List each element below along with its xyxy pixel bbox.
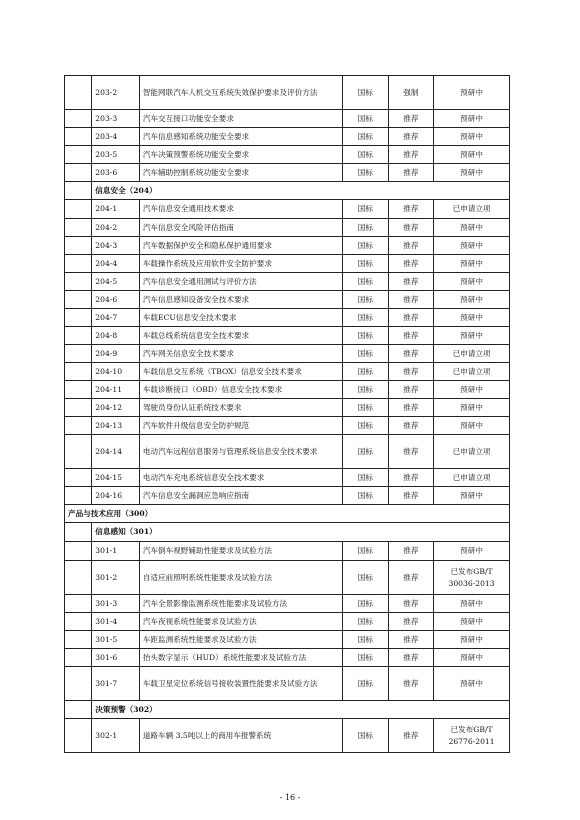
indent-cell [65,561,92,595]
table-row [65,255,510,273]
standard-status: 预研中 [434,219,510,237]
standard-status: 已申请立项 [434,345,510,363]
standard-status: 预研中 [434,542,510,561]
table-row [65,76,510,110]
standard-number: 204-10 [92,363,140,381]
indent-cell [65,76,92,110]
standard-type: 国标 [343,273,389,291]
standard-name: 电动汽车充电系统信息安全技术要求 [139,469,342,487]
standard-number: 203-3 [92,110,140,128]
standard-type: 国标 [343,381,389,399]
standard-type: 国标 [343,146,389,164]
category-row [65,505,510,523]
category-title: 产品与技术应用（300） [65,505,510,523]
table-row [65,110,510,128]
standard-number: 204-4 [92,255,140,273]
table-row [65,237,510,255]
standard-nature: 推荐 [388,469,434,487]
standard-status: 预研中 [434,146,510,164]
standard-number: 204-11 [92,381,140,399]
indent-cell [65,291,92,309]
standard-type: 国标 [343,613,389,631]
section-row [65,182,510,200]
table-row [65,345,510,363]
table-row [65,200,510,219]
standard-nature: 推荐 [388,273,434,291]
standard-nature: 推荐 [388,381,434,399]
standard-name: 车载诊断接口（OBD）信息安全技术要求 [139,381,342,399]
standard-number: 301-7 [92,667,140,701]
standard-status: 预研中 [434,631,510,649]
standard-nature: 推荐 [388,595,434,613]
standard-number: 204-8 [92,327,140,345]
standard-name: 汽车信息安全通用测试与评价方法 [139,273,342,291]
indent-cell [65,273,92,291]
indent-cell [65,182,92,200]
indent-cell [65,399,92,417]
standard-number: 203-2 [92,76,140,110]
standard-number: 204-6 [92,291,140,309]
section-row [65,523,510,542]
indent-cell [65,435,92,469]
section-row [65,701,510,719]
table-row [65,273,510,291]
standard-name: 汽车信息感知设备安全技术要求 [139,291,342,309]
standard-nature: 推荐 [388,487,434,505]
standard-status: 已申请立项 [434,435,510,469]
standard-type: 国标 [343,363,389,381]
standard-name: 自适应前照明系统性能要求及试验方法 [139,561,342,595]
indent-cell [65,327,92,345]
standard-nature: 推荐 [388,200,434,219]
standard-name: 车载卫星定位系统信号接收装置性能要求及试验方法 [139,667,342,701]
standard-nature: 推荐 [388,631,434,649]
indent-cell [65,487,92,505]
standard-type: 国标 [343,561,389,595]
standard-name: 车载ECU信息安全技术要求 [139,309,342,327]
table-row [65,469,510,487]
standard-type: 国标 [343,469,389,487]
standard-status: 预研中 [434,667,510,701]
standard-status: 预研中 [434,613,510,631]
standard-status: 预研中 [434,381,510,399]
standard-name: 汽车倒车视野辅助性能要求及试验方法 [139,542,342,561]
standard-type: 国标 [343,76,389,110]
table-row [65,667,510,701]
indent-cell [65,363,92,381]
table-row [65,613,510,631]
indent-cell [65,200,92,219]
standard-number: 301-2 [92,561,140,595]
standard-nature: 推荐 [388,345,434,363]
indent-cell [65,631,92,649]
standard-number: 203-6 [92,164,140,182]
standard-status: 预研中 [434,110,510,128]
standard-number: 204-16 [92,487,140,505]
standard-number: 204-9 [92,345,140,363]
table-row [65,327,510,345]
table-row [65,219,510,237]
standard-nature: 推荐 [388,255,434,273]
indent-cell [65,523,92,542]
standard-name: 汽车信息安全漏洞应急响应指南 [139,487,342,505]
standard-number: 204-13 [92,417,140,435]
standard-type: 国标 [343,649,389,667]
table-row [65,542,510,561]
indent-cell [65,667,92,701]
standard-nature: 推荐 [388,309,434,327]
standard-type: 国标 [343,237,389,255]
standard-status: 预研中 [434,291,510,309]
indent-cell [65,701,92,719]
standard-type: 国标 [343,542,389,561]
standard-name: 车载总线系统信息安全技术要求 [139,327,342,345]
standard-nature: 推荐 [388,613,434,631]
standard-nature: 推荐 [388,649,434,667]
standard-nature: 推荐 [388,164,434,182]
standard-name: 汽车交互接口功能安全要求 [139,110,342,128]
indent-cell [65,417,92,435]
standard-nature: 推荐 [388,561,434,595]
standard-status: 预研中 [434,327,510,345]
standard-status: 预研中 [434,164,510,182]
standard-name: 电动汽车远程信息服务与管理系统信息安全技术要求 [139,435,342,469]
standard-type: 国标 [343,487,389,505]
indent-cell [65,146,92,164]
indent-cell [65,542,92,561]
standard-name: 驾驶员身份认证系统技术要求 [139,399,342,417]
table-row [65,146,510,164]
indent-cell [65,237,92,255]
table-row [65,164,510,182]
standard-number: 302-1 [92,719,140,753]
standard-nature: 推荐 [388,399,434,417]
standard-type: 国标 [343,255,389,273]
standard-nature: 推荐 [388,146,434,164]
standard-status: 预研中 [434,237,510,255]
standard-name: 车距监测系统性能要求及试验方法 [139,631,342,649]
table-row [65,291,510,309]
standard-name: 汽车决策预警系统功能安全要求 [139,146,342,164]
standard-name: 车载操作系统及应用软件安全防护要求 [139,255,342,273]
standard-name: 汽车信息感知系统功能安全要求 [139,128,342,146]
indent-cell [65,649,92,667]
standard-name: 智能网联汽车人机交互系统失效保护要求及评价方法 [139,76,342,110]
standard-type: 国标 [343,435,389,469]
indent-cell [65,309,92,327]
indent-cell [65,613,92,631]
standard-number: 204-5 [92,273,140,291]
standard-name: 汽车网关信息安全技术要求 [139,345,342,363]
table-row [65,128,510,146]
indent-cell [65,381,92,399]
standard-type: 国标 [343,200,389,219]
standard-number: 204-7 [92,309,140,327]
table-row [65,595,510,613]
indent-cell [65,719,92,753]
indent-cell [65,255,92,273]
indent-cell [65,219,92,237]
standard-name: 汽车软件升级信息安全防护规范 [139,417,342,435]
standard-number: 301-5 [92,631,140,649]
standard-name: 汽车夜视系统性能要求及试验方法 [139,613,342,631]
table-row [65,719,510,753]
standard-type: 国标 [343,345,389,363]
indent-cell [65,110,92,128]
standard-nature: 推荐 [388,128,434,146]
page-number: - 16 - [279,793,301,802]
standard-type: 国标 [343,110,389,128]
standard-status: 已发布GB/T 30036-2013 [434,561,510,595]
standard-status: 预研中 [434,487,510,505]
table-row [65,309,510,327]
standard-number: 301-4 [92,613,140,631]
standard-number: 301-1 [92,542,140,561]
standard-name: 汽车辅助控制系统功能安全要求 [139,164,342,182]
section-title: 信息感知（301） [92,523,510,542]
standard-nature: 推荐 [388,719,434,753]
standard-name: 车载信息交互系统（TBOX）信息安全技术要求 [139,363,342,381]
table-row [65,649,510,667]
indent-cell [65,345,92,363]
standard-status: 预研中 [434,128,510,146]
standard-number: 204-14 [92,435,140,469]
table-row [65,363,510,381]
standard-number: 204-2 [92,219,140,237]
standard-name: 汽车信息安全通用技术要求 [139,200,342,219]
standard-status: 预研中 [434,595,510,613]
standard-status: 预研中 [434,255,510,273]
standard-nature: 推荐 [388,237,434,255]
indent-cell [65,128,92,146]
standard-type: 国标 [343,595,389,613]
standard-type: 国标 [343,309,389,327]
standard-status: 已申请立项 [434,200,510,219]
table-row [65,631,510,649]
standard-type: 国标 [343,631,389,649]
standard-status: 预研中 [434,649,510,667]
standard-status: 预研中 [434,417,510,435]
standard-nature: 推荐 [388,110,434,128]
standard-type: 国标 [343,417,389,435]
standard-nature: 推荐 [388,542,434,561]
table-row [65,435,510,469]
standard-type: 国标 [343,164,389,182]
indent-cell [65,595,92,613]
standard-nature: 推荐 [388,291,434,309]
standard-nature: 推荐 [388,435,434,469]
table-row [65,561,510,595]
standard-number: 203-5 [92,146,140,164]
table-row [65,487,510,505]
standard-status: 预研中 [434,309,510,327]
standard-status: 已申请立项 [434,469,510,487]
standard-number: 203-4 [92,128,140,146]
standard-number: 204-3 [92,237,140,255]
standard-type: 国标 [343,291,389,309]
standard-type: 国标 [343,327,389,345]
standard-name: 汽车信息安全风险评估指南 [139,219,342,237]
standard-type: 国标 [343,399,389,417]
standard-number: 204-12 [92,399,140,417]
table-row [65,399,510,417]
standards-table [64,75,510,753]
standard-nature: 推荐 [388,219,434,237]
standard-type: 国标 [343,667,389,701]
standard-number: 301-6 [92,649,140,667]
standard-name: 汽车全景影像监测系统性能要求及试验方法 [139,595,342,613]
standard-name: 汽车数据保护安全和隐私保护通用要求 [139,237,342,255]
standard-status: 预研中 [434,399,510,417]
standard-nature: 推荐 [388,417,434,435]
standard-status: 预研中 [434,273,510,291]
standard-type: 国标 [343,719,389,753]
standard-name: 抬头数字显示（HUD）系统性能要求及试验方法 [139,649,342,667]
standard-nature: 推荐 [388,667,434,701]
standard-status: 预研中 [434,76,510,110]
standard-status: 已申请立项 [434,363,510,381]
indent-cell [65,164,92,182]
standard-type: 国标 [343,128,389,146]
section-title: 决策预警（302） [92,701,510,719]
table-row [65,417,510,435]
standard-number: 204-1 [92,200,140,219]
standard-number: 204-15 [92,469,140,487]
table-row [65,381,510,399]
section-title: 信息安全（204） [92,182,510,200]
standard-nature: 推荐 [388,327,434,345]
standard-nature: 推荐 [388,363,434,381]
standard-type: 国标 [343,219,389,237]
standard-status: 已发布GB/T 26776-2011 [434,719,510,753]
standard-number: 301-3 [92,595,140,613]
standard-nature: 强制 [388,76,434,110]
indent-cell [65,469,92,487]
standard-name: 道路车辆 3.5吨以上的商用车报警系统 [139,719,342,753]
